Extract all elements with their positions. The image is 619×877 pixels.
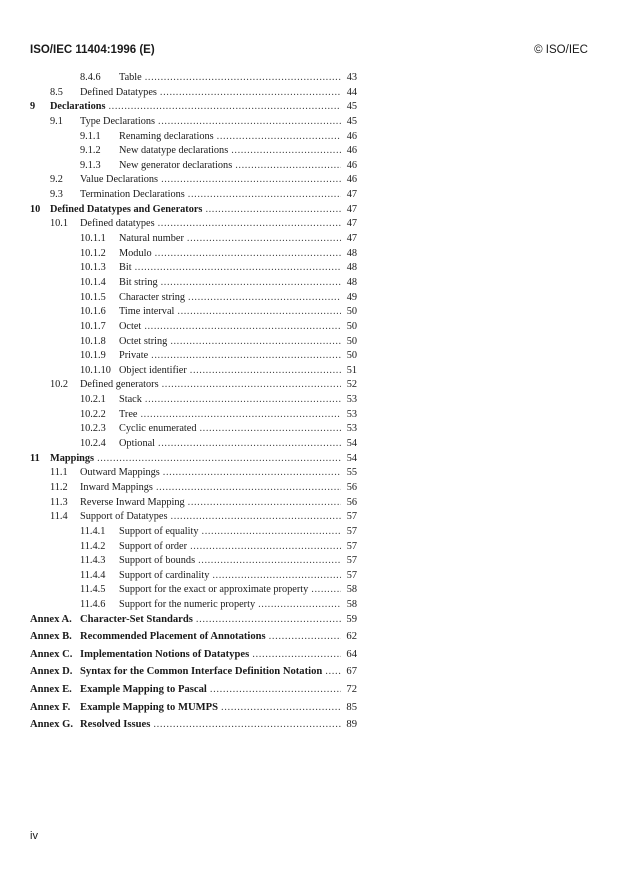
toc-entry-number: 10.2	[50, 379, 69, 391]
toc-entry-number: 10.1.1	[80, 233, 106, 245]
toc-entry-page: 67	[346, 666, 357, 678]
dot-leader	[202, 526, 341, 537]
toc-entry-page: 44	[346, 86, 357, 98]
toc-entry-number: 10.1.2	[80, 247, 106, 259]
toc-entry-number: 9.1	[50, 115, 63, 127]
toc-entry-title: Character-Set Standards	[80, 614, 196, 625]
toc-entry[interactable]	[0, 248, 619, 263]
toc-entry-page: 47	[346, 233, 357, 245]
toc-entry-number: 9	[30, 101, 36, 113]
toc-entry-title: Optional	[119, 438, 158, 449]
document-id-header: ISO/IEC 11404:1996 (E)	[30, 44, 155, 56]
toc-entry-page: 57	[346, 525, 357, 537]
toc-entry-title: Outward Mappings	[80, 467, 163, 478]
toc-entry[interactable]	[0, 116, 619, 131]
toc-entry[interactable]	[0, 379, 619, 394]
toc-entry-number: 9.3	[50, 189, 63, 201]
toc-entry-page: 45	[346, 101, 357, 113]
toc-entry-number: 11.4	[50, 511, 68, 523]
dot-leader	[97, 453, 341, 464]
toc-entry-page: 51	[346, 364, 357, 376]
toc-entry[interactable]	[0, 336, 619, 351]
toc-entry-page: 58	[346, 584, 357, 596]
toc-entry-page: 54	[346, 438, 357, 450]
toc-entry-number: 10.2.3	[80, 423, 106, 435]
toc-entry-page: 58	[346, 599, 357, 611]
toc-entry-page: 43	[346, 72, 357, 83]
toc-entry-number: Annex D.	[30, 666, 73, 678]
dot-leader	[205, 204, 341, 215]
toc-entry[interactable]	[0, 453, 619, 468]
toc-entry[interactable]	[0, 145, 619, 160]
toc-entry[interactable]	[0, 570, 619, 585]
toc-entry-title: Declarations	[50, 101, 108, 112]
toc-entry[interactable]	[0, 189, 619, 204]
toc-entry[interactable]	[0, 174, 619, 189]
toc-entry-title: Example Mapping to MUMPS	[80, 702, 221, 713]
toc-entry-title: Support for the exact or approximate property	[119, 584, 311, 595]
dot-leader	[231, 145, 341, 156]
toc-entry-number: 10.1.6	[80, 306, 106, 318]
toc-annex-entry[interactable]	[0, 666, 619, 684]
toc-entry-page: 57	[346, 540, 357, 552]
dot-leader	[162, 379, 341, 390]
toc-entry-page: 47	[346, 218, 357, 230]
toc-entry-page: 50	[346, 335, 357, 347]
toc-entry[interactable]	[0, 584, 619, 599]
toc-entry-number: 10.2.1	[80, 394, 106, 406]
toc-entry[interactable]	[0, 204, 619, 219]
toc-entry-title: Object identifier	[119, 365, 190, 376]
toc-entry-title: Support of cardinality	[119, 570, 212, 581]
toc-entry-number: 8.5	[50, 86, 63, 98]
dot-leader	[187, 233, 341, 244]
toc-entry-title: Defined Datatypes and Generators	[50, 204, 205, 215]
dot-leader	[171, 511, 341, 522]
toc-entry-title: Renaming declarations	[119, 131, 217, 142]
toc-entry-page: 47	[346, 203, 357, 215]
toc-annex-entry[interactable]	[0, 649, 619, 667]
dot-leader	[144, 321, 341, 332]
toc-entry-number: 11.4.3	[80, 555, 106, 567]
toc-entry-title: New datatype declarations	[119, 145, 231, 156]
toc-entry-page: 48	[346, 247, 357, 259]
toc-entry-title: Character string	[119, 292, 188, 303]
toc-entry[interactable]	[0, 497, 619, 512]
toc-annex-entry[interactable]	[0, 631, 619, 649]
toc-entry[interactable]	[0, 233, 619, 248]
toc-entry-page: 52	[346, 379, 357, 391]
toc-entry-title: Bit string	[119, 277, 161, 288]
dot-leader	[145, 394, 341, 405]
dot-leader	[163, 467, 341, 478]
toc-entry[interactable]	[0, 350, 619, 365]
toc-entry-title: Table	[119, 72, 145, 83]
toc-entry-page: 46	[346, 130, 357, 142]
toc-annex-entry[interactable]	[0, 684, 619, 702]
toc-entry[interactable]	[0, 467, 619, 482]
toc-entry-page: 59	[346, 613, 357, 625]
toc-entry[interactable]	[0, 482, 619, 497]
dot-leader	[160, 87, 341, 98]
dot-leader	[235, 160, 341, 171]
dot-leader	[196, 614, 341, 625]
toc-annex-entry[interactable]	[0, 702, 619, 720]
toc-entry-title: Support of Datatypes	[80, 511, 171, 522]
toc-entry-title: Cyclic enumerated	[119, 423, 199, 434]
dot-leader	[198, 555, 341, 566]
toc-entry-title: New generator declarations	[119, 160, 235, 171]
toc-entry-number: 9.1.1	[80, 130, 101, 142]
toc-entry-title: Stack	[119, 394, 145, 405]
toc-entry-page: 53	[346, 423, 357, 435]
toc-entry[interactable]	[0, 218, 619, 233]
toc-entry-title: Tree	[119, 409, 141, 420]
dot-leader	[141, 409, 342, 420]
toc-entry-number: 11.1	[50, 467, 68, 479]
dot-leader	[212, 570, 341, 581]
toc-entry-title: Defined Datatypes	[80, 87, 160, 98]
toc-entry-title: Defined datatypes	[80, 218, 158, 229]
toc-entry-title: Support of bounds	[119, 555, 198, 566]
toc-entry-title: Bit	[119, 262, 135, 273]
toc-entry-page: 46	[346, 174, 357, 186]
toc-entry[interactable]	[0, 292, 619, 307]
dot-leader	[221, 702, 341, 713]
toc-entry-number: Annex F.	[30, 701, 71, 713]
dot-leader	[145, 72, 341, 83]
toc-entry-title: Recommended Placement of Annotations	[80, 631, 269, 642]
toc-entry-title: Time interval	[119, 306, 177, 317]
toc-entry-page: 50	[346, 350, 357, 362]
toc-entry-number: 11.2	[50, 481, 68, 493]
dot-leader	[188, 497, 341, 508]
toc-entry-number: Annex C.	[30, 648, 73, 660]
toc-entry-title: Inward Mappings	[80, 482, 156, 493]
toc-entry-number: 10.1.3	[80, 262, 106, 274]
toc-entry-number: 11.4.2	[80, 540, 106, 552]
toc-entry-number: 11.4.5	[80, 584, 106, 596]
toc-entry-number: 10.1.9	[80, 350, 106, 362]
toc-entry-title: Reverse Inward Mapping	[80, 497, 188, 508]
toc-entry-page: 72	[346, 684, 357, 696]
toc-entry[interactable]	[0, 101, 619, 116]
toc-entry-number: Annex B.	[30, 631, 72, 643]
toc-entry-page: 57	[346, 511, 357, 523]
toc-entry-number: 10.2.4	[80, 438, 106, 450]
toc-entry[interactable]	[0, 321, 619, 336]
dot-leader	[155, 248, 341, 259]
toc-entry-number: 10.1.4	[80, 276, 106, 288]
toc-entry-title: Mappings	[50, 453, 97, 464]
toc-entry-title: Octet string	[119, 336, 170, 347]
toc-entry-number: 10.2.2	[80, 408, 106, 420]
dot-leader	[252, 649, 341, 660]
toc-entry-page: 62	[346, 631, 357, 643]
toc-entry[interactable]	[0, 277, 619, 292]
toc-entry[interactable]	[0, 541, 619, 556]
dot-leader	[108, 101, 341, 112]
table-of-contents	[0, 72, 619, 737]
toc-entry-number: 11.3	[50, 496, 68, 508]
dot-leader	[325, 666, 341, 677]
toc-entry-page: 53	[346, 408, 357, 420]
toc-entry[interactable]	[0, 365, 619, 380]
toc-entry-page: 57	[346, 555, 357, 567]
dot-leader	[258, 599, 341, 610]
dot-leader	[190, 541, 341, 552]
toc-entry[interactable]	[0, 599, 619, 614]
toc-entry[interactable]	[0, 423, 619, 438]
toc-entry-page: 85	[346, 701, 357, 713]
toc-entry-number: 10.1.5	[80, 291, 106, 303]
toc-entry-number: 9.2	[50, 174, 63, 186]
toc-entry-page: 56	[346, 481, 357, 493]
toc-entry[interactable]	[0, 438, 619, 453]
toc-entry-title: Support of equality	[119, 526, 202, 537]
toc-entry[interactable]	[0, 409, 619, 424]
dot-leader	[188, 189, 341, 200]
dot-leader	[210, 684, 341, 695]
toc-entry-number: 8.4.6	[80, 72, 101, 83]
toc-entry-title: Octet	[119, 321, 144, 332]
dot-leader	[161, 174, 341, 185]
toc-entry-number: 10.1.10	[80, 364, 111, 376]
dot-leader	[190, 365, 341, 376]
toc-entry-page: 50	[346, 306, 357, 318]
toc-entry-title: Resolved Issues	[80, 719, 153, 730]
toc-entry-page: 57	[346, 569, 357, 581]
toc-entry-number: 11	[30, 452, 40, 464]
toc-entry-page: 54	[346, 452, 357, 464]
toc-entry-number: 11.4.1	[80, 525, 106, 537]
dot-leader	[158, 116, 341, 127]
toc-entry-title: Type Declarations	[80, 116, 158, 127]
toc-entry[interactable]	[0, 555, 619, 570]
dot-leader	[156, 482, 341, 493]
toc-entry-title: Support of order	[119, 541, 190, 552]
toc-annex-entry[interactable]	[0, 614, 619, 632]
toc-entry-page: 64	[346, 648, 357, 660]
toc-entry-number: Annex G.	[30, 719, 73, 731]
toc-entry-page: 56	[346, 496, 357, 508]
toc-entry[interactable]	[0, 131, 619, 146]
dot-leader	[188, 292, 341, 303]
toc-entry-page: 50	[346, 320, 357, 332]
dot-leader	[269, 631, 341, 642]
dot-leader	[311, 584, 341, 595]
toc-entry-title: Modulo	[119, 248, 155, 259]
toc-entry-title: Support for the numeric property	[119, 599, 258, 610]
toc-entry-page: 45	[346, 115, 357, 127]
toc-entry[interactable]	[0, 511, 619, 526]
dot-leader	[161, 277, 341, 288]
toc-entry-title: Syntax for the Common Interface Definition Notation	[80, 666, 325, 677]
toc-entry-number: Annex A.	[30, 613, 72, 625]
toc-entry[interactable]	[0, 262, 619, 277]
toc-entry-title: Termination Declarations	[80, 189, 188, 200]
dot-leader	[158, 438, 341, 449]
toc-entry-number: 11.4.6	[80, 599, 106, 611]
dot-leader	[199, 423, 341, 434]
toc-entry-number: 11.4.4	[80, 569, 106, 581]
toc-entry[interactable]	[0, 160, 619, 175]
toc-entry[interactable]	[0, 526, 619, 541]
dot-leader	[217, 131, 341, 142]
dot-leader	[170, 336, 341, 347]
toc-entry-page: 47	[346, 189, 357, 201]
toc-entry[interactable]	[0, 87, 619, 102]
toc-entry-page: 46	[346, 145, 357, 157]
dot-leader	[153, 719, 341, 730]
toc-entry-page: 49	[346, 291, 357, 303]
toc-entry[interactable]	[0, 306, 619, 321]
toc-entry-page: 89	[346, 719, 357, 731]
toc-entry-title: Example Mapping to Pascal	[80, 684, 210, 695]
toc-entry-page: 48	[346, 276, 357, 288]
page-number: iv	[30, 830, 38, 842]
toc-entry-page: 53	[346, 394, 357, 406]
dot-leader	[158, 218, 341, 229]
dot-leader	[151, 350, 341, 361]
toc-entry-page: 48	[346, 262, 357, 274]
dot-leader	[135, 262, 341, 273]
toc-annex-entry[interactable]	[0, 719, 619, 737]
toc-entry-number: 10.1.7	[80, 320, 106, 332]
toc-entry-number: Annex E.	[30, 684, 72, 696]
toc-entry-number: 9.1.3	[80, 159, 101, 171]
toc-entry-title: Value Declarations	[80, 174, 161, 185]
toc-entry-title: Implementation Notions of Datatypes	[80, 649, 252, 660]
dot-leader	[177, 306, 341, 317]
copyright-header: © ISO/IEC	[534, 44, 588, 56]
toc-entry-page: 55	[346, 467, 357, 479]
toc-entry-page: 46	[346, 159, 357, 171]
toc-entry-number: 9.1.2	[80, 145, 101, 157]
toc-entry-title: Private	[119, 350, 151, 361]
toc-entry-number: 10.1.8	[80, 335, 106, 347]
toc-entry-title: Defined generators	[80, 379, 162, 390]
toc-entry[interactable]	[0, 394, 619, 409]
toc-entry-number: 10	[30, 203, 41, 215]
toc-entry-number: 10.1	[50, 218, 69, 230]
toc-entry-title: Natural number	[119, 233, 187, 244]
toc-entry[interactable]	[0, 72, 619, 87]
